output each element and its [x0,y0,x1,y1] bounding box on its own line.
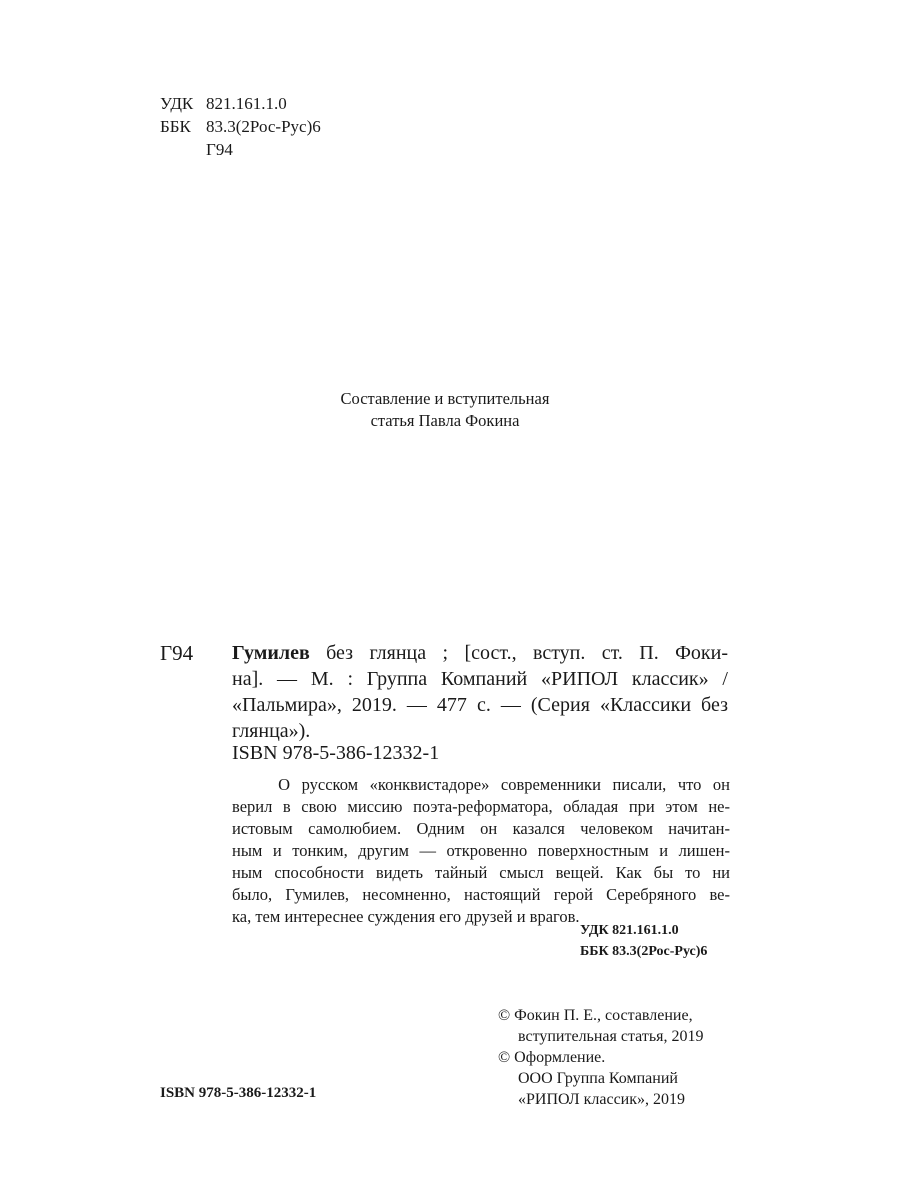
author-sign-top: Г94 [206,140,233,159]
compiler-credit [240,388,650,432]
copyright-line-4: ООО Группа Компаний [518,1070,678,1087]
biblio-line-4: глянца»). [232,720,311,742]
annotation-line: истовым самолюбием. Одним он казался человеком начитан- [232,819,730,838]
copyright-line-5: «РИПОЛ классик», 2019 [518,1091,686,1108]
annotation-line: ным и тонким, другим — откровенно поверхностным и лишен- [232,841,730,860]
biblio-line-1 [232,640,728,666]
udk-value: 821.161.1.0 [206,94,287,113]
biblio-author: Гумилев [232,642,310,664]
udk-row [160,92,321,115]
biblio-author-sign: Г94 [160,641,194,665]
top-classification [160,92,321,161]
biblio-line-3: «Пальмира», 2019. — 477 с. — (Серия «Классики без [232,694,728,716]
biblio-isbn: ISBN 978-5-386-12332-1 [232,742,440,764]
biblio-line-2: на]. — М. : Группа Компаний «РИПОЛ классик» / [232,668,728,690]
copyright-block [498,1005,704,1110]
copyright-line-3: © Оформление. [498,1049,606,1066]
annotation-line: было, Гумилев, несомненно, настоящий герой Серебряного ве- [232,885,730,904]
bbk-row [160,115,321,138]
bbk-value: 83.3(2Рос-Рус)6 [206,117,321,136]
annotation-line: ным способности видеть тайный смысл вещей. Как бы то ни [232,863,730,882]
bbk-label: ББК [160,117,191,136]
udk-label: УДК [160,94,194,113]
isbn-bottom: ISBN 978-5-386-12332-1 [160,1085,317,1101]
credit-line-2: статья Павла Фокина [370,411,520,430]
copyright-line-1: © Фокин П. Е., составление, [498,1007,693,1024]
bottom-bbk: ББК 83.3(2Рос-Рус)6 [580,944,708,959]
annotation [232,774,730,928]
annotation-line: О русском «конквистадоре» современники писали, что он [232,775,730,794]
annotation-line: ка, тем интереснее суждения его друзей и врагов. [232,907,580,926]
bottom-udk: УДК 821.161.1.0 [580,923,679,938]
biblio-line-1-rest: без глянца ; [сост., вступ. ст. П. Фоки- [309,642,728,664]
bibliographic-record [232,640,728,744]
credit-line-1: Составление и вступительная [340,389,550,408]
bottom-classification [580,920,707,962]
annotation-line: верил в свою миссию поэта-реформатора, обладая при этом не- [232,797,730,816]
copyright-line-2: вступительная статья, 2019 [518,1028,704,1045]
